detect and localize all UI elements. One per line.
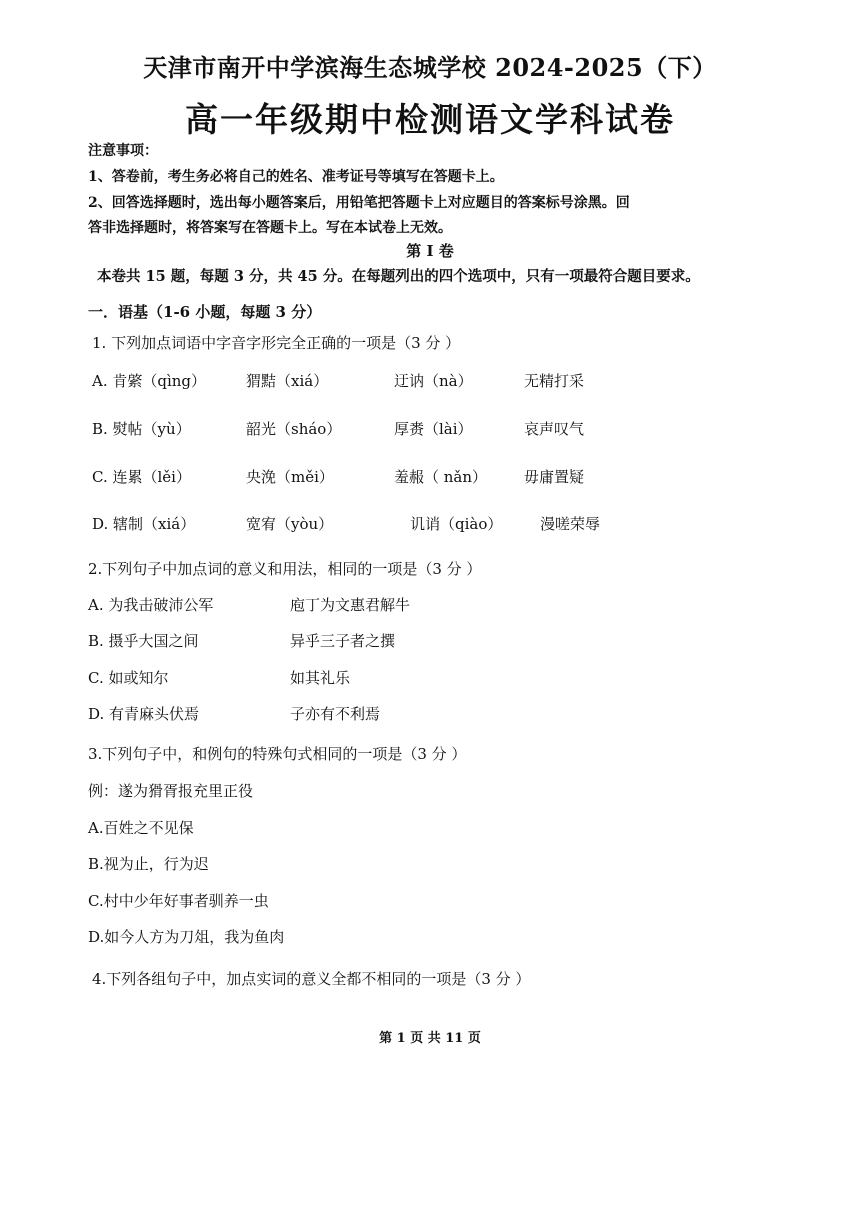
note-line-2b: 答非选择题时，将答案写在答题卡上。写在本试卷上无效。	[88, 220, 452, 236]
q1-d-col2: 宽宥（yòu）	[246, 515, 334, 533]
q3-stem: 3.下列句子中，和例句的特殊句式相同的一项是（3 分 ）	[88, 745, 467, 763]
school-title: 天津市南开中学滨海生态城学校 2024-2025（下）	[143, 53, 717, 82]
q2-a-right: 庖丁为文惠君解牛	[290, 596, 411, 614]
q1-c-col4: 毋庸置疑	[524, 468, 585, 486]
q1-b-col4: 哀声叹气	[524, 420, 585, 438]
q3-option-d: D.如今人方为刀俎，我为鱼肉	[88, 928, 285, 946]
volume-title: 第 I 卷	[406, 242, 454, 260]
q2-b-left: B. 摄乎大国之间	[88, 632, 199, 650]
q3-example: 例：遂为猾胥报充里正役	[88, 782, 254, 800]
page-number: 第 1 页 共 11 页	[379, 1031, 481, 1046]
q1-b-col2: 韶光（sháo）	[246, 420, 342, 438]
q1-c-col2: 央浼（měi）	[246, 468, 334, 486]
note-line-1: 1、答卷前，考生务必将自己的姓名、准考证号等填写在答题卡上。	[88, 169, 504, 185]
section-1-title: 一．语基（1-6 小题，每题 3 分）	[88, 303, 322, 321]
q1-a-col1: A. 肯綮（qìng）	[92, 372, 207, 390]
notes-heading: 注意事项：	[88, 143, 158, 159]
q1-c-col1: C. 连累（lěi）	[92, 468, 191, 486]
q3-option-b: B.视为止，行为迟	[88, 855, 209, 873]
q2-stem: 2.下列句子中加点词的意义和用法，相同的一项是（3 分 ）	[88, 560, 482, 578]
q2-c-left: C. 如或知尔	[88, 669, 169, 687]
q1-b-col3: 厚赉（lài）	[394, 420, 473, 438]
exam-title: 高一年级期中检测语文学科试卷	[185, 100, 675, 139]
q3-option-a: A.百姓之不见保	[88, 819, 194, 837]
q1-b-col1: B. 熨帖（yù）	[92, 420, 191, 438]
q1-a-col3: 迂讷（nà）	[394, 372, 473, 390]
q2-a-left: A. 为我击破沛公军	[88, 596, 214, 614]
q1-c-col3: 羞赧（ nǎn）	[394, 468, 488, 486]
q3-option-c: C.村中少年好事者驯养一虫	[88, 892, 269, 910]
q2-b-right: 异乎三子者之撰	[290, 632, 396, 650]
q1-d-col1: D. 辖制（xiá）	[92, 515, 196, 533]
q4-stem: 4.下列各组句子中，加点实词的意义全都不相同的一项是（3 分 ）	[92, 970, 531, 988]
q1-a-col4: 无精打采	[524, 372, 585, 390]
q1-d-col3: 讥诮（qiào）	[410, 515, 503, 533]
q2-c-right: 如其礼乐	[290, 669, 351, 687]
note-line-2a: 2、回答选择题时，选出每小题答案后，用铅笔把答题卡上对应题目的答案标号涂黑。回	[88, 195, 630, 211]
q1-d-col4: 漫嗟荣辱	[540, 515, 601, 533]
q2-d-right: 子亦有不利焉	[290, 705, 381, 723]
volume-intro: 本卷共 15 题，每题 3 分，共 45 分。在每题列出的四个选项中，只有一项最符合题目要求。	[97, 268, 700, 285]
q1-a-col2: 猬黠（xiá）	[246, 372, 329, 390]
q2-d-left: D. 有青麻头伏焉	[88, 705, 200, 723]
q1-stem: 1. 下列加点词语中字音字形完全正确的一项是（3 分 ）	[92, 334, 461, 352]
